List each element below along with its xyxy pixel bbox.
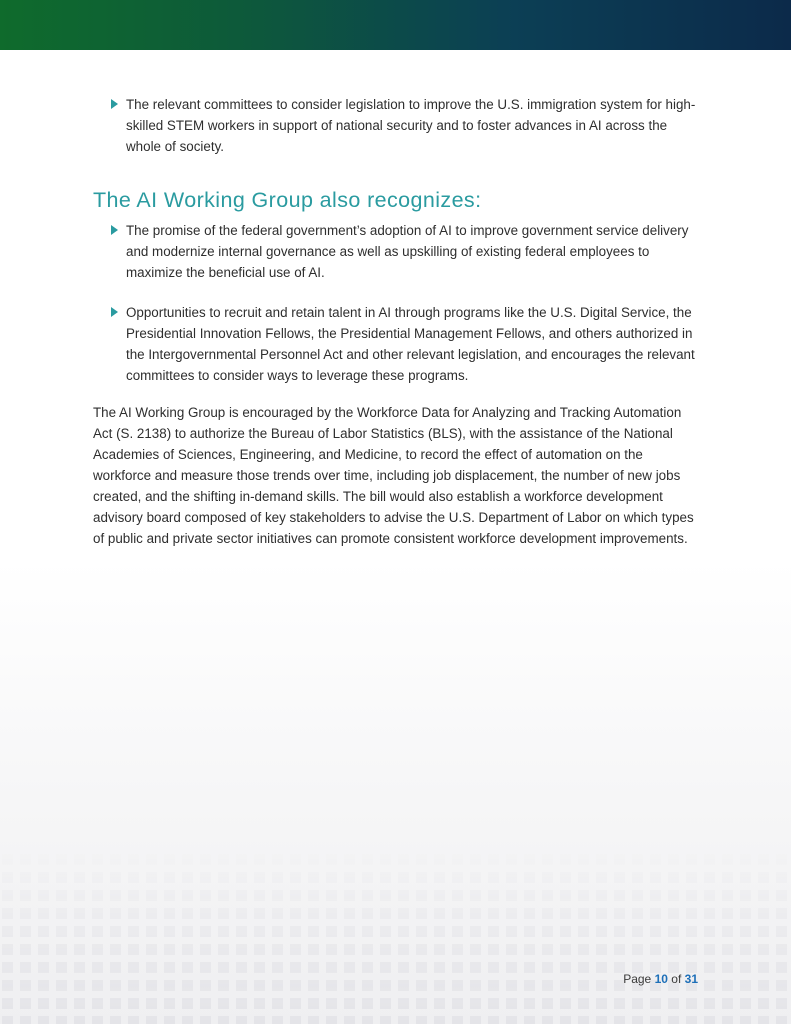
bullet-text: The relevant committees to consider legislation to improve the U.S. immigration system for high-skilled STEM workers in support of national security and to foster advances in AI across the whole of society. xyxy=(126,97,696,154)
page-number-footer xyxy=(623,972,698,986)
body-paragraph: The AI Working Group is encouraged by the Workforce Data for Analyzing and Tracking Automation Act (S. 2138) to authorize the Bureau of Labor Statistics (BLS), with the assistance of the National Academies of Sciences, Engineering, and Medicine, to record the effect of automation on the workforce and measure those trends over time, including job displacement, the number of new jobs created, and the shifting in-demand skills. The bill would also establish a workforce development advisory board composed of key stakeholders to advise the U.S. Department of Labor on which types of public and private sector initiatives can promote consistent workforce development improvements. xyxy=(93,405,694,546)
main-content xyxy=(93,94,703,549)
total-page-number: 31 xyxy=(684,972,698,986)
bullet-item-government-adoption xyxy=(93,220,703,283)
bullet-arrow-icon xyxy=(111,307,118,317)
header-band xyxy=(0,0,791,50)
bullet-item-immigration xyxy=(93,94,703,157)
bullet-arrow-icon xyxy=(111,99,118,109)
of-word: of xyxy=(671,972,682,986)
bullet-arrow-icon xyxy=(111,225,118,235)
bullet-text: The promise of the federal government’s adoption of AI to improve government service delivery and modernize internal governance as well as upskilling of existing federal employees to maximize the beneficial use of AI. xyxy=(126,223,689,280)
current-page-number: 10 xyxy=(654,972,668,986)
page-word: Page xyxy=(623,972,652,986)
bullet-text: Opportunities to recruit and retain talent in AI through programs like the U.S. Digital Service, the Presidential Innovation Fellows, the Presidential Management Fellows, and others authorized in the Intergovernmental Personnel Act and other relevant legislation, and encourages the relevant committees to consider ways to leverage these programs. xyxy=(126,305,695,383)
section-heading: The AI Working Group also recognizes: xyxy=(93,188,482,212)
bullet-item-recruit-talent xyxy=(93,302,703,386)
background-dot-pattern xyxy=(0,850,791,1024)
